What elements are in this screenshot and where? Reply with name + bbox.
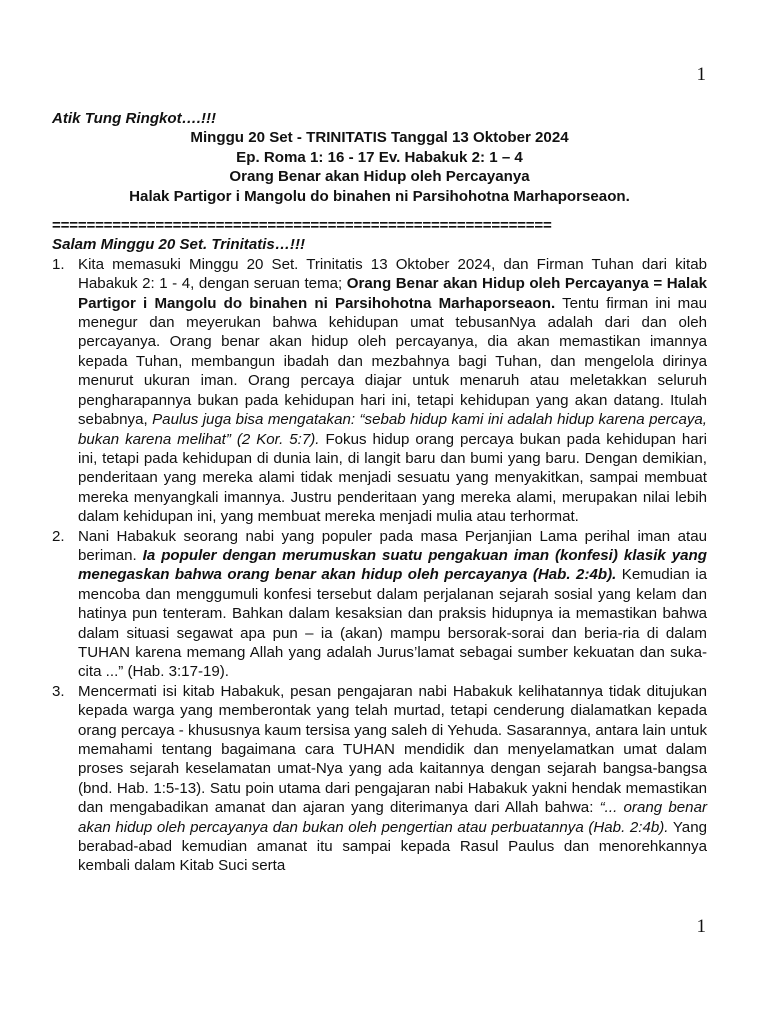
text-segment-italic: Paulus juga bisa mengatakan: “sebab hidup kami ini adalah hidup karena percaya, bukan karena melihat” (2 Kor. 5:7). [78,411,707,448]
text-segment: Kemudian ia mencoba dan menggumuli konfesi tersebut dalam perjalanan sejarah sosial yang kelam dan hatinya pun tenteram. Bahkan dalam kesaksian dan praksis hidupnya ia memastikan bahwa dalam situasi segawat apa pun – ia (akan) mampu bersorak-sorai dan beria-ria di dalam TUHAN karena memang Allah yang adalah Jurus’lamat sebagai sumber kekuatan dan suka-cita ...” (Hab. 3:17-19). [78,566,707,681]
numbered-list [52,255,707,876]
list-item [52,255,707,527]
text-segment: Tentu firman ini mau menegur dan meyerukan bahwa kehidupan umat tebusanNya adalah dari dan oleh percayanya. Orang benar akan hidup oleh percayanya, dia akan memastikan imannya kepada Tuhan, membangun ibadah dan mezbahnya bagi Tuhan, dan mengelola dirinya menurut ukuran iman. Orang percaya diajar untuk menaruh atau meletakkan seluruh pengharapannya bukan pada kehidupan hari ini, tetapi kehidupan yang akan datang. Itulah sebabnya, [78,294,707,429]
header-line-readings: Ep. Roma 1: 16 - 17 Ev. Habakuk 2: 1 – 4 [236,148,523,166]
list-number: 1. [52,255,65,273]
text-segment: Fokus hidup orang percaya bukan pada kehidupan hari ini, tetapi pada kehidupan di dunia lain, di langit baru dan bumi yang baru. Dengan demikian, penderitaan yang mereka alami tidak menjadi sesuatu yang menyakitkan, sampai membuat mereka menyangkali imannya. Justru penderitaan yang mereka alami, merupakan nilai lebih dalam kehidupan ini, yang membuat mereka menjadi mulia atau terhormat. [78,430,707,526]
text-segment-bold: Orang Benar akan Hidup oleh Percayanya = Halak Partigor i Mangolu do binahen ni Parsihohotna Marhaporseaon. [78,275,708,312]
text-segment: Yang berabad-abad kemudian amanat itu sampai kepada Rasul Paulus dan menorehkannya kembali dalam Kitab Suci serta [78,818,707,875]
page-number-bottom: 1 [696,916,706,937]
list-item [52,682,707,876]
separator-line: ========================================================== [52,217,552,235]
list-item [52,527,707,682]
text-segment: Kita memasuki Minggu 20 Set. Trinitatis 13 Oktober 2024, dan Firman Tuhan dari kitab Habakuk 2: 1 - 4, dengan seruan tema; [78,255,707,293]
document-body [52,109,707,876]
text-segment-italic: “... orang benar akan hidup oleh percayanya dan bukan oleh pengertian atau perbuatannya (Hab. 2:4b). [78,799,707,836]
text-segment: Nani Habakuk seorang nabi yang populer pada masa Perjanjian Lama perihal iman atau beriman. [78,527,707,564]
text-segment-bold-italic: Ia populer dengan merumuskan suatu pengakuan iman (konfesi) klasik yang menegaskan bahwa orang benar akan hidup oleh percayanya (Hab. 2:4b). [78,546,707,584]
opening-greeting: Atik Tung Ringkot….!!! [52,110,217,127]
list-number: 3. [52,682,65,700]
list-number: 2. [52,527,65,545]
header-line-date: Minggu 20 Set - TRINITATIS Tanggal 13 Oktober 2024 [190,129,569,147]
salam-heading: Salam Minggu 20 Set. Trinitatis…!!! [52,236,305,254]
text-segment: Mencermati isi kitab Habakuk, pesan pengajaran nabi Habakuk kelihatannya tidak ditujukan kepada warga yang memberontak yang telah murtad, tetapi cenderung dialamatkan kepada orang percaya - khususnya kaum tersisa yang saleh di Yehuda. Sasarannya, antara lain untuk memahami tentang bagaimana cara TUHAN mendidik dan menyelamatkan umat dalam proses sejarah keselamatan umat-Nya yang ada kaitannya dengan sejarah bangsa-bangsa (bnd. Hab. 1:5-13). Satu poin utama dari pengajaran nabi Habakuk yakni hendak memastikan dan mengabadikan amanat dan ajaran yang diterimanya dari Allah bahwa: [78,682,707,817]
header-line-theme: Orang Benar akan Hidup oleh Percayanya [229,168,530,186]
header-line-theme-batak: Halak Partigor i Mangolu do binahen ni Parsihohotna Marhaporseaon. [129,187,630,205]
page-number-top: 1 [696,64,706,85]
